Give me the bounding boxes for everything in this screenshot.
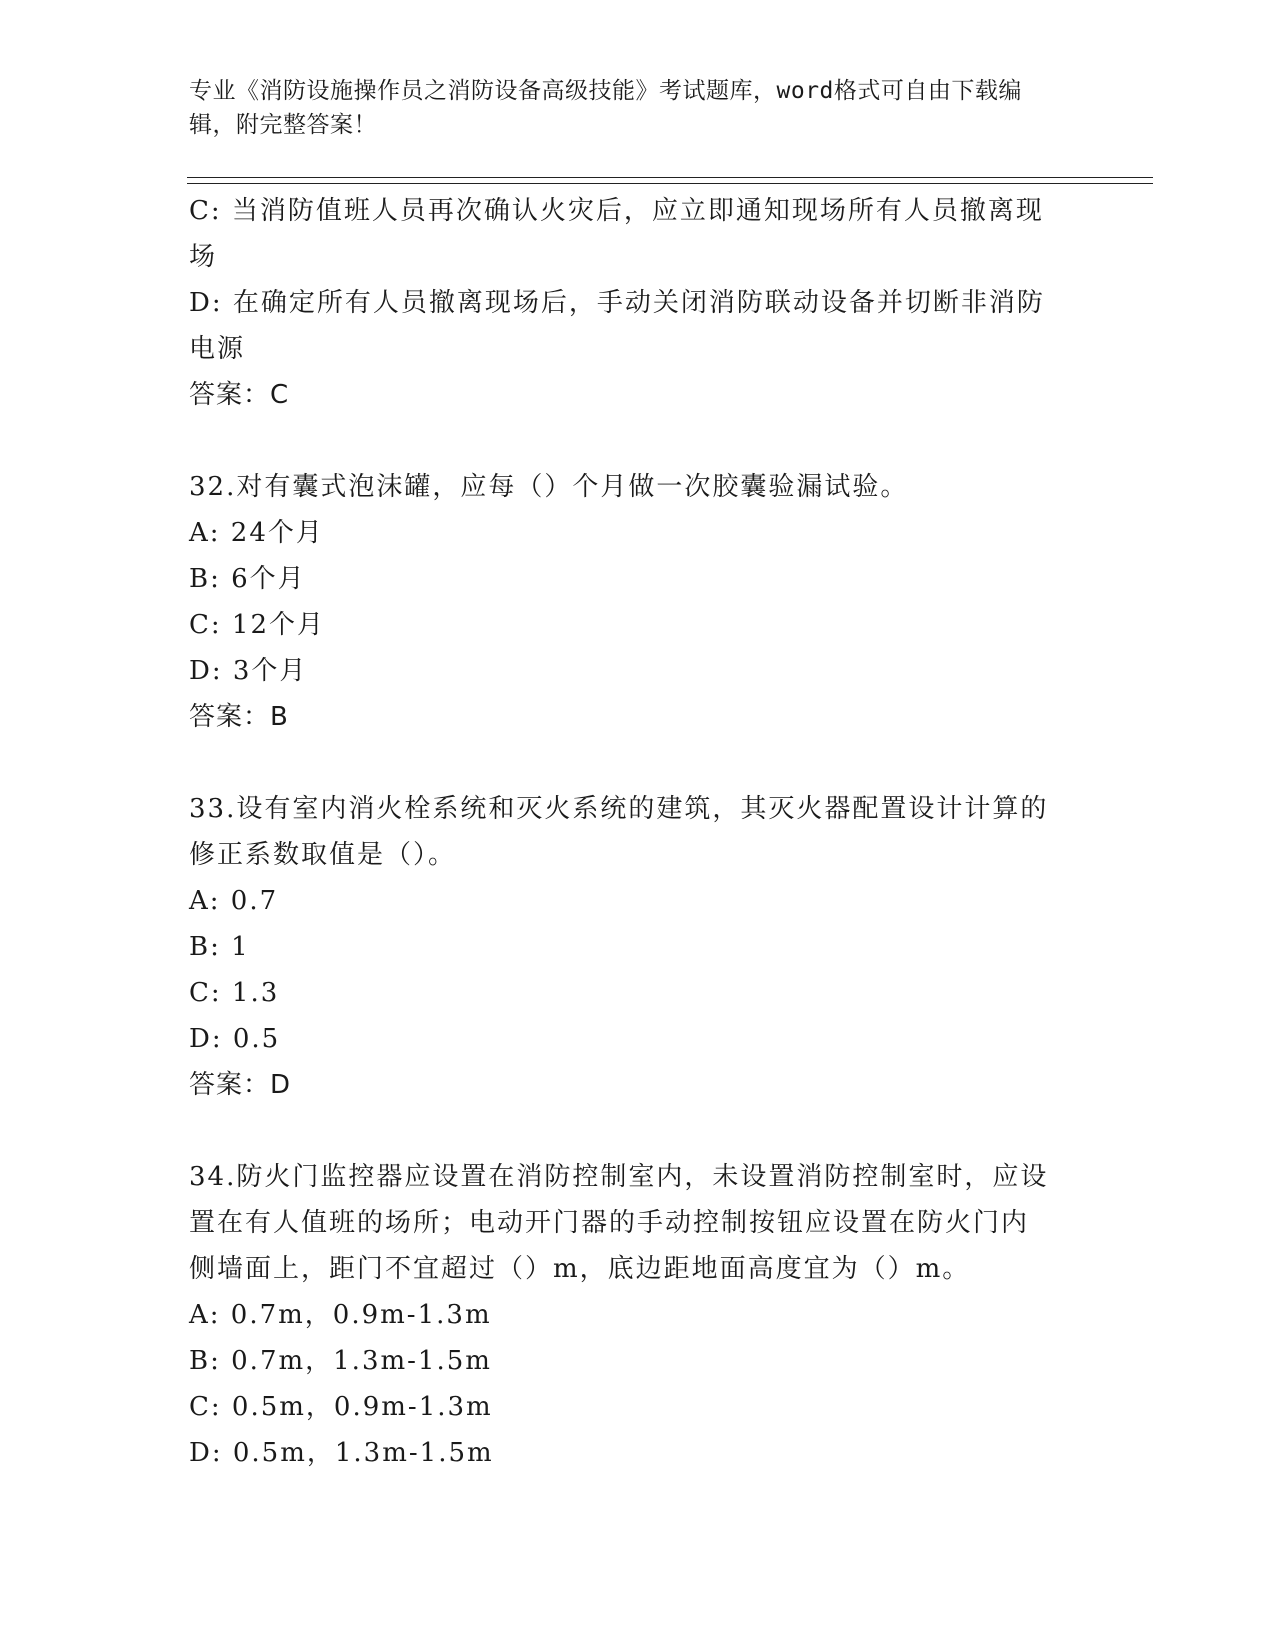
- option-d: D: 在确定所有人员撤离现场后，手动关闭消防联动设备并切断非消防: [189, 288, 1045, 318]
- answer-label: 答案：B: [189, 702, 289, 732]
- question-34: [189, 1154, 1089, 1476]
- header-line: 专业《消防设施操作员之消防设备高级技能》考试题库，word格式可自由下载编: [189, 78, 1022, 104]
- question-text: 33.设有室内消火栓系统和灭火系统的建筑，其灭火器配置设计计算的: [189, 794, 1049, 824]
- question-text: 修正系数取值是（）。: [189, 840, 457, 870]
- question-33: [189, 786, 1089, 1108]
- option-a: A: 0.7m，0.9m-1.3m: [189, 1300, 492, 1330]
- option-a: A: 0.7: [189, 886, 279, 916]
- question-text: 侧墙面上，距门不宜超过（）m，底边距地面高度宜为（）m。: [189, 1254, 971, 1284]
- answer-label: 答案：C: [189, 380, 290, 410]
- option-c: C: 0.5m，0.9m-1.3m: [189, 1392, 493, 1422]
- option-a: A: 24个月: [189, 518, 324, 548]
- header-divider: [187, 177, 1153, 178]
- question-continued: [189, 188, 1089, 418]
- answer-label: 答案：D: [189, 1070, 292, 1100]
- question-text: 置在有人值班的场所；电动开门器的手动控制按钮应设置在防火门内: [189, 1208, 1030, 1238]
- option-b: B: 6个月: [189, 564, 306, 594]
- option-c: C: 1.3: [189, 978, 280, 1008]
- option-d: D: 0.5m，1.3m-1.5m: [189, 1438, 494, 1468]
- option-c: C: 当消防值班人员再次确认火灾后，应立即通知现场所有人员撤离现: [189, 196, 1044, 226]
- option-c-continued: 场: [189, 242, 218, 272]
- question-text: 34.防火门监控器应设置在消防控制室内，未设置消防控制室时，应设: [189, 1162, 1049, 1192]
- question-list: [189, 188, 1089, 1476]
- option-c: C: 12个月: [189, 610, 326, 640]
- option-d-continued: 电源: [189, 334, 246, 364]
- option-d: D: 0.5: [189, 1024, 281, 1054]
- option-b: B: 1: [189, 932, 250, 962]
- document-header: [189, 74, 1069, 142]
- option-d: D: 3个月: [189, 656, 308, 686]
- question-text: 32.对有囊式泡沫罐，应每（）个月做一次胶囊验漏试验。: [189, 472, 909, 502]
- header-divider: [187, 183, 1153, 184]
- header-line: 辑，附完整答案！: [189, 112, 377, 138]
- option-b: B: 0.7m，1.3m-1.5m: [189, 1346, 492, 1376]
- question-32: [189, 464, 1089, 740]
